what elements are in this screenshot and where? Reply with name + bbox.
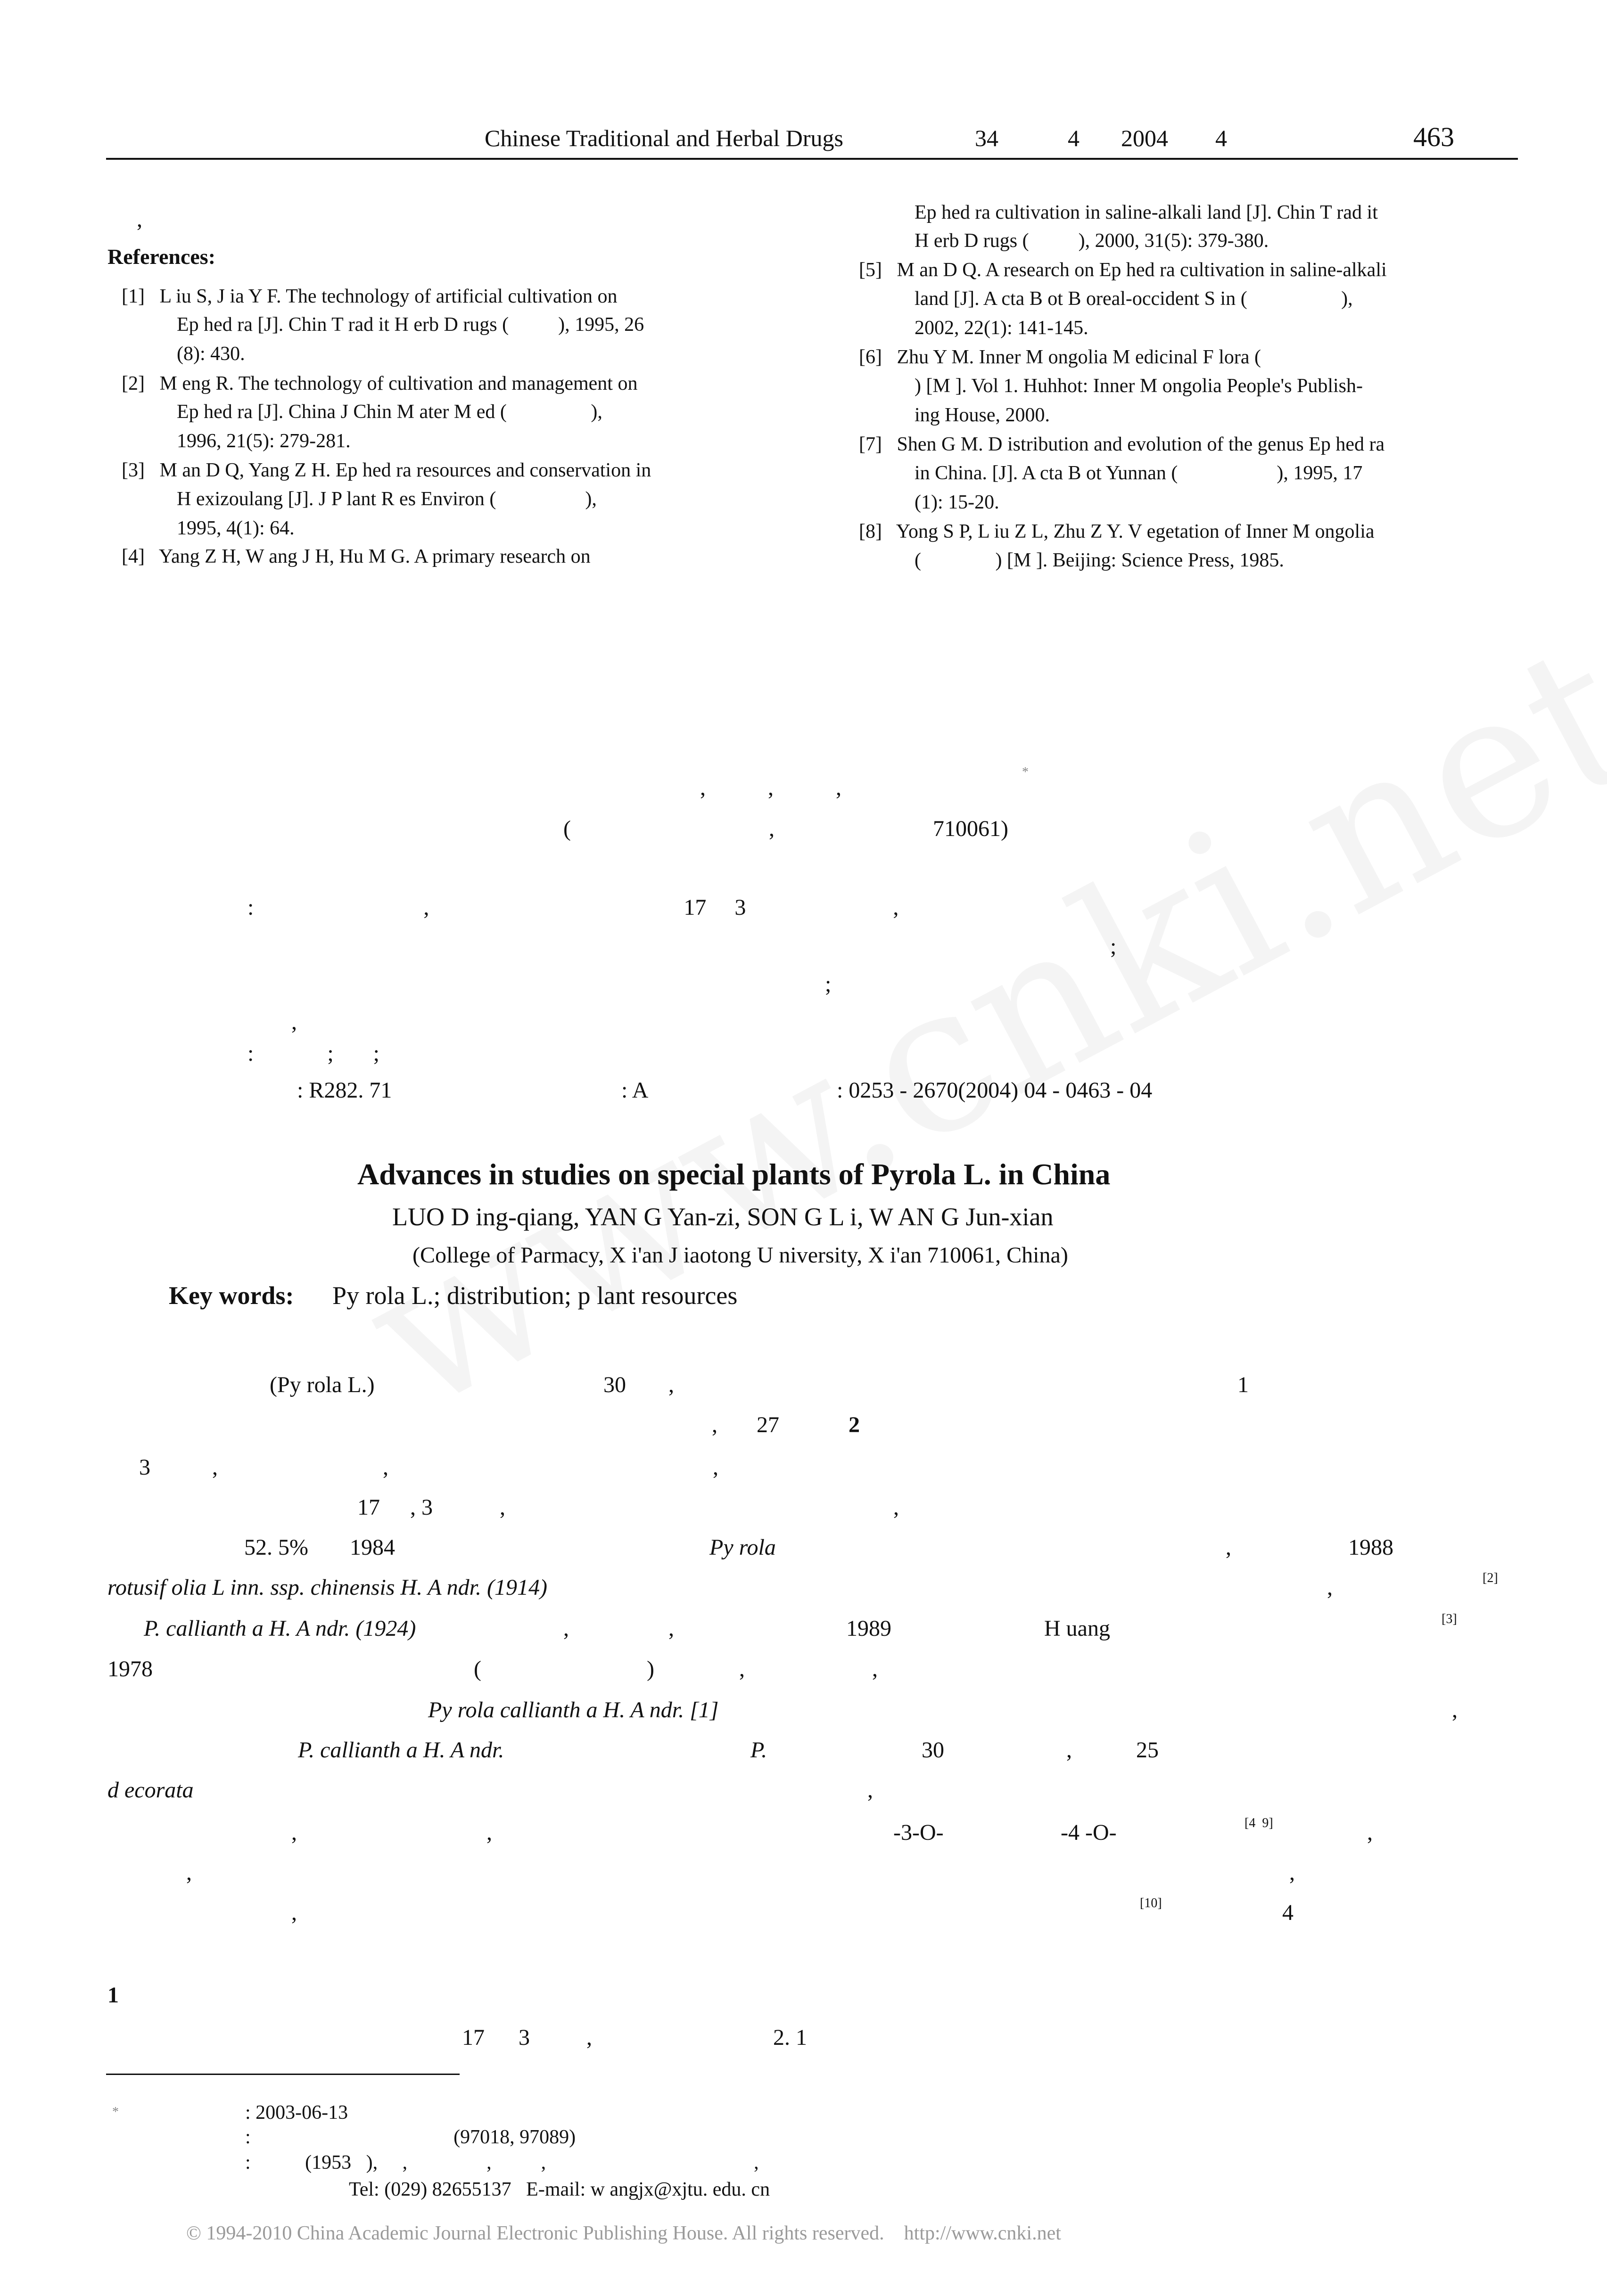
body-fragment: Py rola callianth a H. A ndr. [1] — [428, 1697, 719, 1722]
reference-line: H exizoulang [J]. J P lant R es Environ ( ), — [177, 488, 597, 510]
reference-line: 1996, 21(5): 279-281. — [177, 430, 351, 452]
page-number: 463 — [1413, 122, 1454, 152]
author-bio-line: : (1953 ), , , , , — [245, 2152, 759, 2173]
body-fragment: , — [1289, 1860, 1295, 1885]
body-fragment: , — [1367, 1820, 1373, 1845]
copyright-footer: © 1994-2010 China Academic Journal Electronic Publishing House. All rights reserved. http://www.cnki.net — [186, 2222, 1061, 2244]
body-fragment: (Py rola L.) — [270, 1372, 375, 1397]
body-fragment: Py rola — [709, 1535, 776, 1560]
english-title: Advances in studies on special plants of Pyrola L. in China — [357, 1157, 1111, 1191]
fund-line: : (97018, 97089) — [245, 2126, 576, 2148]
citation-mark: [4 9] — [1244, 1816, 1273, 1830]
reference-line: [4] Yang Z H, W ang J H, Hu M G. A primary research on — [122, 546, 591, 567]
body-fragment: , — [291, 1820, 297, 1845]
body-fragment: , — [668, 1372, 674, 1397]
section-number: 1 — [107, 1983, 119, 2008]
reference-line: 1995, 4(1): 64. — [177, 517, 295, 539]
body-fragment: , — [212, 1455, 218, 1480]
section-line: 17 3 , 2. 1 — [462, 2025, 807, 2050]
reference-line: ) [M ]. Vol 1. Huhhot: Inner M ongolia People's Publish- — [915, 375, 1363, 397]
body-fragment: P. callianth a H. A ndr. (1924) — [144, 1616, 416, 1641]
citation-mark: [10] — [1140, 1896, 1162, 1911]
body-fragment: 30 — [922, 1738, 944, 1763]
reference-line: [2] M eng R. The technology of cultivation and management on — [122, 373, 638, 394]
body-fragment: 25 — [1136, 1738, 1159, 1763]
authors-line: , , , — [700, 775, 841, 800]
body-fragment: 17 — [357, 1495, 380, 1520]
body-fragment: -4 -O- — [1061, 1820, 1117, 1845]
document-code: : A — [621, 1078, 649, 1103]
body-fragment: , — [712, 1412, 717, 1437]
citation-mark: [3] — [1442, 1612, 1457, 1626]
body-fragment: , — [1452, 1697, 1458, 1722]
classification-number: : R282. 71 — [297, 1078, 392, 1103]
body-fragment: , — [893, 1495, 899, 1520]
abstract-line: ; — [825, 972, 832, 997]
abstract-line: ; — [1110, 934, 1117, 959]
footnote-rule — [106, 2074, 460, 2075]
reference-line: 2002, 22(1): 141-145. — [915, 317, 1088, 339]
keywords-cn-line: : ; ; — [247, 1041, 380, 1066]
body-fragment: ( — [474, 1656, 481, 1681]
body-fragment: P. callianth a H. A ndr. — [298, 1738, 504, 1763]
reference-line: (1): 15-20. — [915, 492, 999, 513]
body-fragment: 1984 — [350, 1535, 395, 1560]
body-fragment: , — [1226, 1535, 1231, 1560]
reference-line: in China. [J]. A cta B ot Yunnan ( ), 1995, 17 — [915, 462, 1363, 484]
body-fragment: 30 — [603, 1372, 626, 1397]
reference-line: Ep hed ra [J]. Chin T rad it H erb D rugs ( ), 1995, 26 — [177, 314, 644, 336]
body-fragment: 1978 — [107, 1656, 153, 1681]
body-fragment: , — [500, 1495, 505, 1520]
references-heading: References: — [107, 245, 216, 269]
issue-number: 4 — [1068, 125, 1080, 151]
english-authors: LUO D ing-qiang, YAN G Yan-zi, SON G L i, W AN G Jun-xian — [392, 1203, 1054, 1231]
keywords-label: Key words: — [169, 1281, 294, 1310]
body-fragment: , — [739, 1656, 745, 1681]
refs-stray-comma: , — [137, 207, 142, 232]
reference-line: H erb D rugs ( ), 2000, 31(5): 379-380. — [915, 230, 1269, 252]
body-fragment: 1988 — [1348, 1535, 1393, 1560]
journal-title: Chinese Traditional and Herbal Drugs — [485, 125, 844, 151]
keywords-value: Py rola L.; distribution; p lant resources — [332, 1281, 738, 1310]
body-fragment: , — [1327, 1575, 1333, 1600]
year-number: 2004 — [1121, 125, 1168, 151]
body-fragment: , — [383, 1455, 388, 1480]
reference-line: ing House, 2000. — [915, 404, 1050, 426]
body-fragment: , 3 — [410, 1495, 433, 1520]
body-fragment: 2 — [849, 1412, 860, 1437]
reference-line: [8] Yong S P, L iu Z L, Zhu Z Y. V egetation of Inner M ongolia — [859, 521, 1375, 542]
body-fragment: , — [867, 1778, 873, 1803]
body-fragment: , — [291, 1900, 297, 1925]
header-rule — [106, 158, 1518, 160]
body-fragment: ) — [647, 1656, 654, 1681]
body-fragment: 4 — [1282, 1900, 1294, 1925]
citation-mark: [2] — [1483, 1571, 1498, 1585]
body-fragment: H uang — [1044, 1616, 1110, 1641]
body-fragment: , — [186, 1860, 192, 1885]
body-fragment: , — [713, 1455, 718, 1480]
body-fragment: 27 — [757, 1412, 779, 1437]
abstract-line: , — [291, 1009, 297, 1034]
body-fragment: , — [563, 1616, 569, 1641]
abstract-line: : , 17 3 , — [247, 895, 899, 920]
reference-line: [7] Shen G M. D istribution and evolution of the genus Ep hed ra — [859, 434, 1385, 455]
body-fragment: P. — [750, 1738, 767, 1763]
footnote-star: * — [112, 2105, 119, 2119]
star-mark: * — [1022, 765, 1029, 779]
body-fragment: 1989 — [846, 1616, 891, 1641]
reference-line: Ep hed ra [J]. China J Chin M ater M ed ( ), — [177, 401, 602, 423]
reference-line: [6] Zhu Y M. Inner M ongolia M edicinal F lora ( — [859, 346, 1261, 368]
english-affiliation: (College of Parmacy, X i'an J iaotong U niversity, X i'an 710061, China) — [412, 1243, 1068, 1268]
body-fragment: , — [668, 1616, 674, 1641]
body-fragment: , — [486, 1820, 492, 1845]
affiliation-line: ( , 710061) — [563, 816, 1008, 841]
body-fragment: -3-O- — [893, 1820, 944, 1845]
reference-line: land [J]. A cta B ot B oreal-occident S in ( ), — [915, 288, 1353, 310]
watermark-text — [330, 597, 1607, 1457]
reference-line: [3] M an D Q, Yang Z H. Ep hed ra resources and conservation in — [122, 459, 651, 481]
body-fragment: rotusif olia L inn. ssp. chinensis H. A ndr. (1914) — [107, 1575, 547, 1600]
reference-line: [1] L iu S, J ia Y F. The technology of artificial cultivation on — [122, 286, 618, 307]
body-fragment: , — [1066, 1738, 1072, 1763]
month-number: 4 — [1215, 125, 1227, 151]
body-fragment: d ecorata — [107, 1778, 194, 1803]
contact-line: Tel: (029) 82655137 E-mail: w angjx@xjtu. edu. cn — [349, 2179, 770, 2200]
body-fragment: 3 — [139, 1455, 150, 1480]
article-id: : 0253 - 2670(2004) 04 - 0463 - 04 — [837, 1078, 1153, 1103]
body-fragment: 1 — [1237, 1372, 1249, 1397]
reference-line: [5] M an D Q. A research on Ep hed ra cultivation in saline-alkali — [859, 259, 1387, 281]
received-date: : 2003-06-13 — [245, 2102, 348, 2124]
reference-line: ( ) [M ]. Beijing: Science Press, 1985. — [915, 549, 1284, 571]
body-fragment: 52. 5% — [244, 1535, 308, 1560]
body-fragment: , — [872, 1656, 878, 1681]
reference-line: Ep hed ra cultivation in saline-alkali land [J]. Chin T rad it — [915, 202, 1378, 223]
volume-number: 34 — [975, 125, 998, 151]
reference-line: (8): 430. — [177, 343, 245, 365]
